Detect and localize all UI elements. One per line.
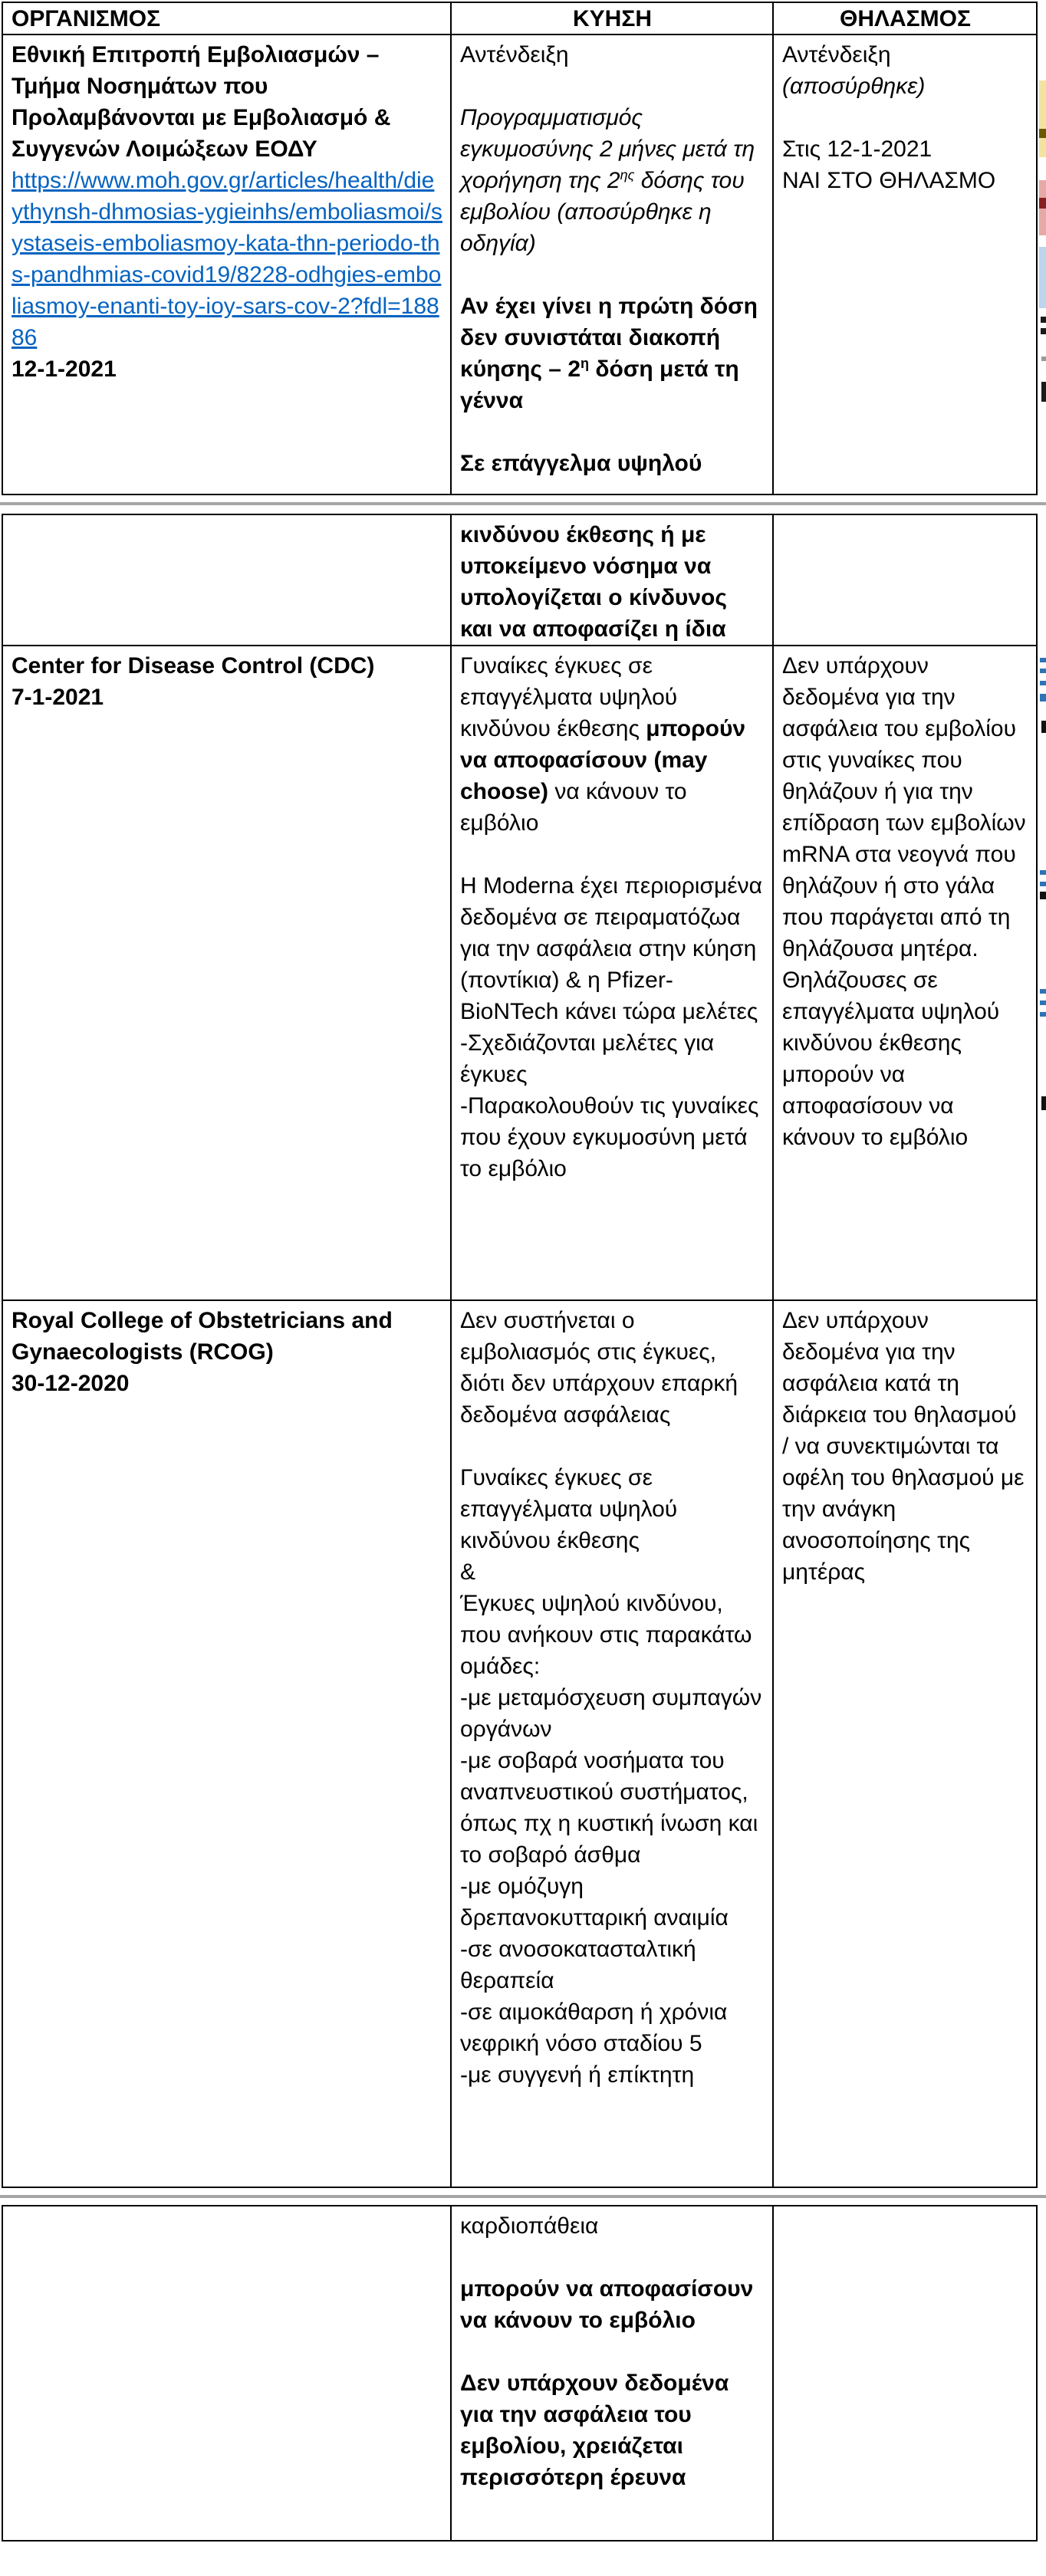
- text-run: Στις 12-1-2021: [782, 136, 933, 162]
- text-run: -σε ανοσοκατασταλτική θεραπεία: [460, 1937, 696, 1993]
- text-run: -σε αιμοκάθαρση ή χρόνια νεφρική νόσο σταδίου 5: [460, 1999, 728, 2056]
- text-run: Γυναίκες έγκυες σε επαγγέλματα υψηλού κινδύνου έκθεσης: [460, 653, 678, 741]
- paragraph: [460, 1871, 765, 1934]
- text-run: ΝΑΙ ΣΤΟ ΘΗΛΑΣΜΟ: [782, 168, 996, 193]
- cell-cdc-pregnancy: [450, 646, 772, 1300]
- text-run: Δεν υπάρχουν δεδομένα για την ασφάλεια κατά τη διάρκεια του θηλασμού / να συνεκτιμώνται τα οφέλη του θηλασμού με την ανάγκη ανοσοποίησης της μητέρας: [782, 1308, 1025, 1585]
- paragraph: [782, 133, 1028, 165]
- text-run: μπορούν να αποφασίσουν να κάνουν το εμβόλιο: [460, 2276, 754, 2333]
- column-header-organization: ΟΡΓΑΝΙΣΜΟΣ: [12, 6, 161, 31]
- text-run: Δεν συστήνεται ο εμβολιασμός στις έγκυες, διότι δεν υπάρχουν επαρκή δεδομένα ασφάλειας: [460, 1308, 738, 1428]
- paragraph: [782, 71, 1028, 102]
- margin-mark: [1039, 129, 1046, 138]
- margin-mark: [1040, 870, 1046, 875]
- margin-mark: [1041, 1096, 1046, 1110]
- text-run: -με σοβαρά νοσήματα του αναπνευστικού συστήματος, όπως πχ η κυστική ίνωση και το σοβαρό άσθμα: [460, 1748, 758, 1868]
- paragraph: [782, 964, 1028, 1153]
- cell-eody-breastfeeding: [772, 35, 1036, 494]
- margin-mark: [1040, 882, 1046, 886]
- paragraph: [460, 1090, 765, 1184]
- text-run: ης: [620, 167, 635, 182]
- text-run: -με ομόζυγη δρεπανοκυτταρική αναιμία: [460, 1874, 729, 1930]
- paragraph: [460, 870, 765, 1027]
- margin-mark: [1041, 721, 1046, 733]
- text-run: η: [581, 356, 590, 371]
- paragraph: [460, 2336, 765, 2367]
- text-run: Γυναίκες έγκυες σε επαγγέλματα υψηλού κινδύνου έκθεσης: [460, 1465, 678, 1553]
- paragraph: [460, 71, 765, 102]
- text-run: -Σχεδιάζονται μελέτες για έγκυες: [460, 1030, 715, 1087]
- paragraph: [460, 1996, 765, 2059]
- paragraph: [460, 1682, 765, 1745]
- text-run: Αντένδειξη: [782, 42, 891, 67]
- paragraph: [12, 39, 442, 165]
- cell-rcog-organization: [3, 1301, 450, 2187]
- text-run: κινδύνου έκθεσης ή με υποκείμενο νόσημα να υπολογίζεται ο κίνδυνος και να αποφασίζει η ίδια: [460, 522, 727, 642]
- paragraph: [460, 2367, 765, 2493]
- margin-mark: [1040, 681, 1046, 685]
- cell-rcog-breastfeeding: [772, 1301, 1036, 2187]
- table-row-rcog: [3, 1301, 1036, 2187]
- paragraph: [460, 291, 765, 416]
- cell-cdc-breastfeeding: [772, 646, 1036, 1300]
- cell-empty: [3, 2206, 450, 2540]
- table-header-row: [3, 3, 1036, 35]
- text-run: 12-1-2021: [12, 356, 117, 382]
- text-run: δόση μετά τη γέννα: [460, 356, 739, 413]
- margin-mark: [1041, 382, 1046, 402]
- hyperlink[interactable]: https://www.moh.gov.gr/articles/health/dieythynsh-dhmosias-ygieinhs/emboliasmoi/systaseis-emboliasmoy-kata-thn-periodo-ths-pandhmias-covid19/8228-odhgies-emboliasmoy-enanti-toy-ioy-sars-cov-2?fdl=18886: [12, 168, 442, 350]
- column-header-breastfeeding: ΘΗΛΑΣΜΟΣ: [772, 3, 1036, 34]
- cell-cdc-organization: [3, 646, 450, 1300]
- paragraph: [12, 1305, 442, 1368]
- text-run: Θηλάζουσες σε επαγγέλματα υψηλού κινδύνου έκθεσης μπορούν να αποφασίσουν να κάνουν το εμβόλιο: [782, 968, 1000, 1150]
- text-run: Έγκυες υψηλού κινδύνου, που ανήκουν στις παρακάτω ομάδες:: [460, 1591, 752, 1679]
- cell-empty: [772, 2206, 1036, 2540]
- margin-mark: [1041, 328, 1046, 334]
- paragraph: [460, 1556, 765, 1588]
- table-row-rcog-continued: [3, 2206, 1036, 2540]
- paragraph: [460, 1745, 765, 1871]
- paragraph: [460, 1305, 765, 1431]
- margin-mark: [1041, 356, 1046, 361]
- paragraph: [460, 1934, 765, 1996]
- paragraph: [460, 1462, 765, 1556]
- text-run: Δεν υπάρχουν δεδομένα για την ασφάλεια του εμβολίου, χρειάζεται περισσότερη έρευνα: [460, 2371, 729, 2490]
- text-run: -με συγγενή ή επίκτητη: [460, 2062, 695, 2088]
- margin-mark: [1039, 247, 1046, 308]
- paragraph: [460, 519, 765, 645]
- paragraph: [12, 1368, 442, 1399]
- paragraph: [460, 448, 765, 479]
- text-run: &: [460, 1559, 476, 1585]
- paragraph: [460, 1027, 765, 1090]
- text-run: Προγραμματισμός εγκυμοσύνης 2 μήνες μετά τη χορήγηση της 2: [460, 105, 755, 193]
- table-fragment-3: [2, 2205, 1038, 2542]
- text-run: Royal College of Obstetricians and Gynaecologists (RCOG): [12, 1308, 393, 1365]
- page-break-line-2: [0, 2195, 1046, 2198]
- paragraph: [460, 416, 765, 448]
- cell-eody-pregnancy: [450, 35, 772, 494]
- margin-mark: [1040, 1012, 1046, 1017]
- margin-mark: [1040, 658, 1046, 662]
- paragraph: [460, 102, 765, 259]
- margin-mark: [1040, 1001, 1046, 1005]
- text-run: Η Moderna έχει περιορισμένα δεδομένα σε πειραματόζωα για την ασφάλεια στην κύηση (ποντίκια) & η Pfizer-BioNTech κάνει τώρα μελέτες: [460, 873, 762, 1024]
- paragraph: [782, 650, 1028, 964]
- margin-mark: [1040, 892, 1046, 899]
- text-run: 30-12-2020: [12, 1371, 130, 1396]
- paragraph: [460, 650, 765, 839]
- paragraph: [460, 2273, 765, 2336]
- paragraph: [12, 682, 442, 713]
- paragraph: [460, 2210, 765, 2242]
- text-run: 7-1-2021: [12, 685, 104, 710]
- paragraph: [12, 650, 442, 682]
- paragraph: [12, 165, 442, 353]
- paragraph: [460, 2059, 765, 2091]
- text-run: δόσης του εμβολίου (αποσύρθηκε η οδηγία): [460, 168, 745, 256]
- margin-mark: [1040, 694, 1046, 702]
- margin-mark: [1040, 669, 1046, 673]
- margin-marks: [1037, 0, 1046, 2576]
- paragraph: [460, 2242, 765, 2273]
- text-run: Αν έχει γίνει η πρώτη δόση δεν συνιστάται διακοπή κύησης – 2: [460, 294, 758, 382]
- text-run: μπορούν να αποφασίσουν (may choose): [460, 716, 746, 804]
- text-run: καρδιοπάθεια: [460, 2213, 599, 2239]
- paragraph: [782, 39, 1028, 71]
- paragraph: [460, 1588, 765, 1682]
- margin-mark: [1039, 198, 1046, 209]
- cell-rcog-pregnancy: [450, 1301, 772, 2187]
- page-break-line-1: [0, 502, 1046, 505]
- text-run: Δεν υπάρχουν δεδομένα για την ασφάλεια του εμβολίου στις γυναίκες που θηλάζουν ή για την επίδραση των εμβολίων mRNA στα νεογνά που θηλάζουν ή στο γάλα που παράγεται από τη θηλάζουσα μητέρα.: [782, 653, 1026, 961]
- paragraph: [460, 259, 765, 291]
- table-fragment-1: [2, 2, 1038, 495]
- text-run: -με μεταμόσχευση συμπαγών οργάνων: [460, 1685, 762, 1742]
- table-fragment-2: [2, 514, 1038, 2188]
- cell-eody-organization: [3, 35, 450, 494]
- text-run: Αντένδειξη: [460, 42, 569, 67]
- table-row-eody-continued: [3, 515, 1036, 646]
- paragraph: [12, 353, 442, 385]
- text-run: -Παρακολουθούν τις γυναίκες που έχουν εγκυμοσύνη μετά το εμβόλιο: [460, 1093, 759, 1181]
- table-row-eody: [3, 35, 1036, 494]
- text-run: Εθνική Επιτροπή Εμβολιασμών – Τμήμα Νοσημάτων που Προλαμβάνονται με Εμβολιασμό & Συγγενών Λοιμώξεων ΕΟΔΥ: [12, 42, 391, 162]
- text-run: Center for Disease Control (CDC): [12, 653, 375, 678]
- cell-rcog-pregnancy-continued: [450, 2206, 772, 2540]
- text-run: Σε επάγγελμα υψηλού: [460, 451, 702, 476]
- text-run: (αποσύρθηκε): [782, 74, 926, 99]
- text-run: να κάνουν το εμβόλιο: [460, 779, 687, 836]
- paragraph: [460, 839, 765, 870]
- margin-mark: [1041, 317, 1046, 323]
- cell-eody-pregnancy-continued: [450, 515, 772, 645]
- margin-mark: [1039, 80, 1046, 157]
- paragraph: [460, 1431, 765, 1462]
- paragraph: [460, 39, 765, 71]
- cell-empty: [3, 515, 450, 645]
- paragraph: [782, 1305, 1028, 1588]
- paragraph: [782, 165, 1028, 196]
- margin-mark: [1040, 989, 1046, 994]
- column-header-pregnancy: ΚΥΗΣΗ: [450, 3, 772, 34]
- paragraph: [782, 102, 1028, 133]
- table-row-cdc: [3, 646, 1036, 1301]
- cell-empty: [772, 515, 1036, 645]
